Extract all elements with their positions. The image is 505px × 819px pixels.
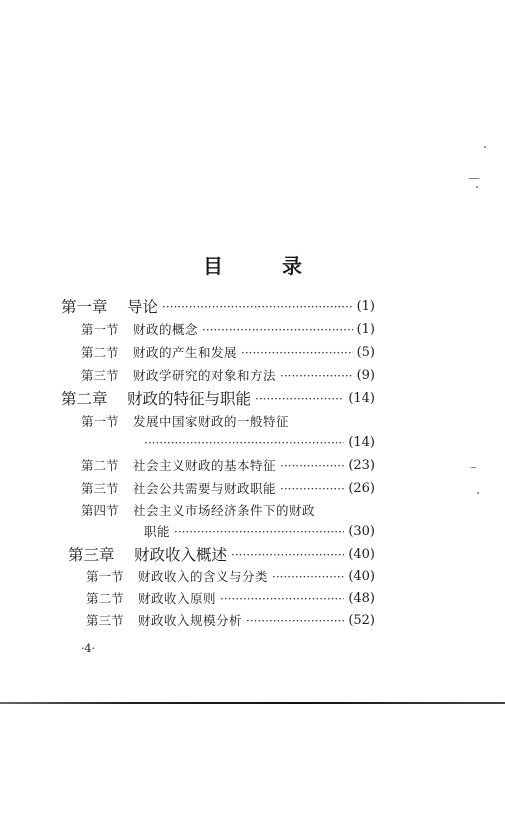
section-title: 社会公共需要与财政职能: [133, 481, 277, 496]
section-title: 财政收入原则: [138, 591, 217, 606]
section-label: 第一节: [81, 414, 119, 429]
scan-speck: [471, 467, 476, 468]
dot-leader: [280, 455, 344, 477]
dot-leader: [280, 478, 344, 500]
section-label: 第四节: [81, 503, 119, 518]
page-ref: (30): [348, 524, 375, 539]
section-label: 第三节: [81, 368, 119, 383]
dot-leader: [144, 432, 344, 454]
section-title: 财政收入的含义与分类: [138, 569, 269, 584]
dot-leader: [280, 365, 353, 387]
chapter-title: 财政的特征与职能: [127, 390, 252, 408]
toc-section: [81, 319, 375, 341]
page-ref: (5): [356, 345, 375, 360]
section-title: 财政收入规模分析: [138, 613, 243, 628]
dot-leader: [231, 544, 344, 566]
section-title: 发展中国家财政的一般特征: [133, 414, 290, 429]
chapter-label: 第一章: [61, 298, 108, 316]
section-title: 社会主义财政的基本特征: [133, 458, 277, 473]
page-number: ·4·: [81, 642, 95, 655]
toc-section: [81, 500, 375, 522]
toc-chapter: [68, 544, 375, 566]
page-ref: (40): [348, 569, 375, 584]
dot-leader: [246, 610, 344, 632]
toc-section: [86, 566, 375, 588]
section-label: 第一节: [86, 569, 124, 584]
page-ref: (23): [348, 458, 375, 473]
toc-continuation: [144, 521, 375, 543]
section-label: 第三节: [86, 613, 124, 628]
toc-section: [81, 411, 375, 433]
section-label: 第二节: [86, 591, 124, 606]
page-ref: (52): [348, 613, 375, 628]
toc-section: [81, 342, 375, 364]
section-label: 第一节: [81, 322, 119, 337]
section-title: 财政学研究的对象和方法: [133, 368, 277, 383]
dot-leader: [202, 319, 353, 341]
scan-speck: [476, 186, 478, 188]
page-ref: (40): [348, 547, 375, 562]
toc-section: [81, 365, 375, 387]
dot-leader: [162, 296, 353, 318]
scan-speck: [484, 146, 486, 148]
toc-chapter: [61, 296, 375, 318]
chapter-label: 第二章: [61, 390, 108, 408]
section-title: 财政的概念: [133, 322, 199, 337]
page-ref: (48): [348, 591, 375, 606]
toc-section: [86, 588, 375, 610]
section-label: 第二节: [81, 345, 119, 360]
section-label: 第二节: [81, 458, 119, 473]
page-ref: (26): [348, 481, 375, 496]
section-label: 第三节: [81, 481, 119, 496]
scan-speck: [468, 178, 480, 179]
page-ref: (1): [356, 299, 375, 314]
section-title: 社会主义市场经济条件下的财政: [133, 503, 316, 518]
bottom-rule: [0, 702, 505, 704]
section-title: 财政的产生和发展: [133, 345, 238, 360]
toc-continuation: [144, 432, 375, 454]
page-ref: (1): [356, 322, 375, 337]
toc-section: [81, 455, 375, 477]
section-title-continued: 职能: [144, 524, 171, 539]
toc-section: [86, 610, 375, 632]
page-title: 目 录: [203, 254, 328, 278]
page-ref: (14): [348, 435, 375, 450]
chapter-label: 第三章: [68, 546, 115, 564]
dot-leader: [255, 388, 344, 410]
page-ref: (9): [356, 368, 375, 383]
toc-chapter: [61, 388, 375, 410]
page-ref: (14): [348, 391, 375, 406]
dot-leader: [272, 566, 344, 588]
dot-leader: [241, 342, 353, 364]
dot-leader: [174, 521, 344, 543]
toc-section: [81, 478, 375, 500]
scan-speck: [477, 492, 479, 494]
chapter-title: 财政收入概述: [134, 546, 228, 564]
dot-leader: [220, 588, 344, 610]
chapter-title: 导论: [127, 298, 159, 316]
